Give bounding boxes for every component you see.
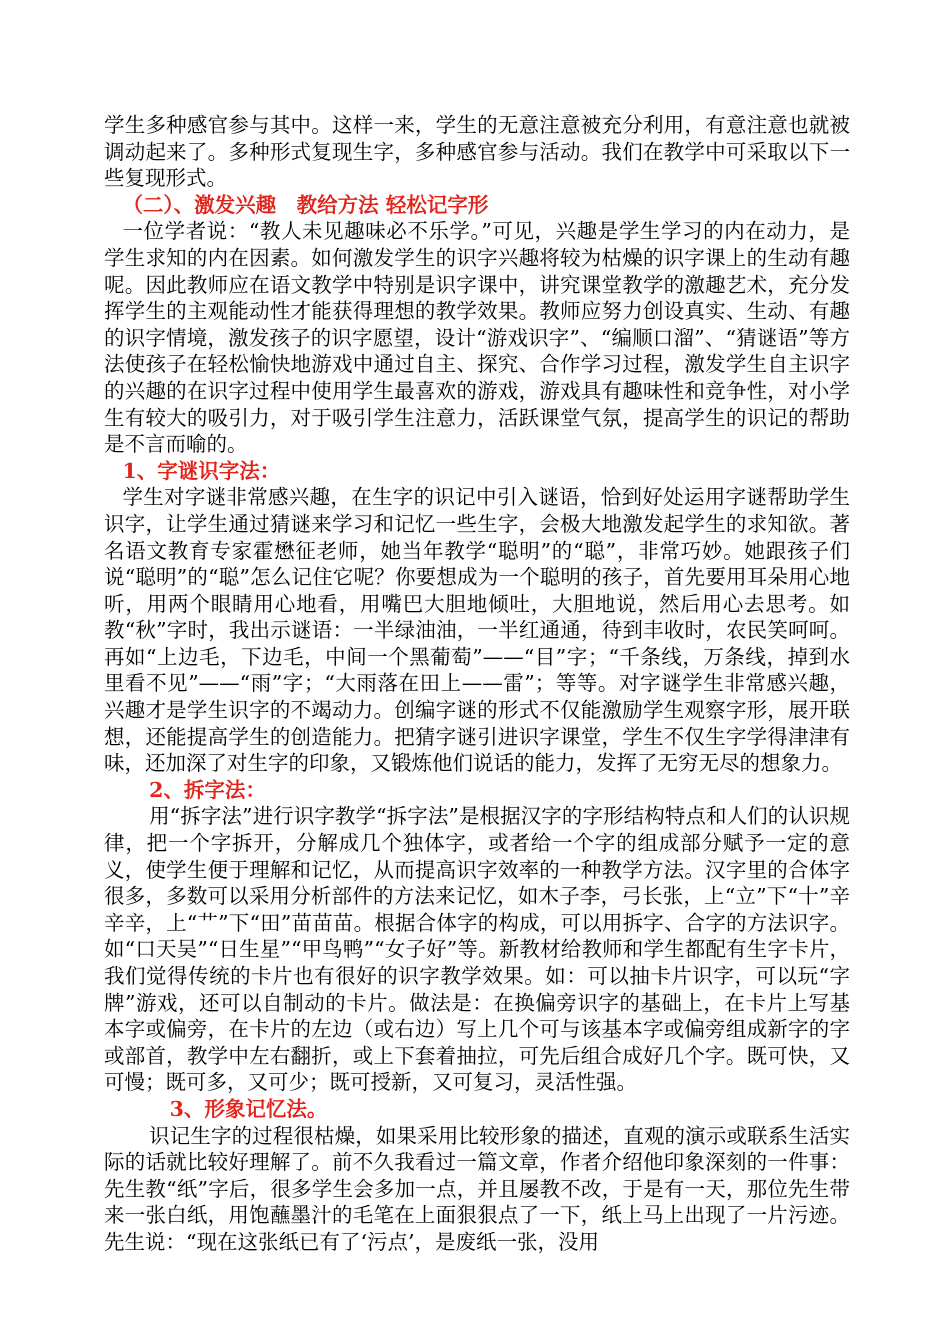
paragraph-interest: 一位学者说：“教人未见趣味必不乐学。”可见，兴趣是学生学习的内在动力，是学生求知的内在因素。如何激发学生的识字兴趣将较为枯燥的识字课上的生动有趣呢。因此教师应在语文教学中特别是识字课中，讲究课堂教学的激趣艺术，充分发挥学生的主观能动性才能获得理想的教学效果。教师应努力创设真实、生动、有趣的识字情境，激发孩子的识字愿望，设计“游戏识字”、“编顺口溜”、“猜谜语”等方法使孩子在轻松愉快地游戏中通过自主、探究、合作学习过程，激发学生自主识字的兴趣的在识字过程中使用学生最喜欢的游戏，游戏具有趣味性和竞争性，对小学生有较大的吸引力，对于吸引学生注意力，活跃课堂气氛，提高学生的识记的帮助是不言而喻的。 xyxy=(104,219,850,457)
subheading-split-method: 2、拆字法： xyxy=(149,777,266,802)
subheading-image-memory-method: 3、形象记忆法。 xyxy=(169,1096,328,1121)
paragraph-image-memory-method: 识记生字的过程很枯燥，如果采用比较形象的描述，直观的演示或联系生活实际的话就比较好理解了。前不久我看过一篇文章，作者介绍他印象深刻的一件事：先生教“纸”字后，很多学生会多加一点，并且屡教不改，于是有一天，那位先生带来一张白纸，用饱蘸墨汁的毛笔在上面狠狠点了一下，纸上马上出现了一片污迹。先生说：“现在这张纸已有了‘污点’，是废纸一张，没用 xyxy=(104,1123,850,1254)
paragraph-intro-continuation: 学生多种感官参与其中。这样一来，学生的无意注意被充分利用，有意注意也就被调动起来了。多种形式复现生字，多种感官参与活动。我们在教学中可采取以下一些复现形式。 xyxy=(104,113,850,191)
paragraph-split-method: 用“拆字法”进行识字教学“拆字法”是根据汉字的字形结构特点和人们的认识规律，把一个字拆开，分解成几个独体字，或者给一个字的组成部分赋予一定的意义，使学生便于理解和记忆，从而提高识字效率的一种教学方法。汉字里的合体字很多，多数可以采用分析部件的方法来记忆，如木子李，弓长张，上“立”下“十”辛辛辛，上“艹”下“田”苗苗苗。根据合体字的构成，可以用拆字、合字的方法识字。如“口天吴”“日生星”“甲鸟鸭”“女子好”等。新教材给教师和学生都配有生字卡片，我们觉得传统的卡片也有很好的识字教学效果。如：可以抽卡片识字，可以玩“字牌”游戏，还可以自制动的卡片。做法是：在换偏旁识字的基础上，在卡片上写基本字或偏旁，在卡片的左边（或右边）写上几个可与该基本字或偏旁组成新字的字或部首，教学中左右翻折，或上下套着抽拉，可先后组合成好几个字。既可快，又可慢；既可多，又可少；既可授新，又可复习，灵活性强。 xyxy=(104,804,850,1095)
section-heading-2: （二）、激发兴趣 教给方法 轻松记字形 xyxy=(122,192,489,217)
paragraph-riddle-method: 学生对字谜非常感兴趣，在生字的识记中引入谜语，恰到好处运用字谜帮助学生识字，让学生通过猜谜来学习和记忆一些生字，会极大地激发起学生的求知欲。著名语文教育专家霍懋征老师，她当年教学“聪明”的“聪”，非常巧妙。她跟孩子们说“聪明”的“聪”怎么记住它呢？你要想成为一个聪明的孩子，首先要用耳朵用心地听，用两个眼睛用心地看，用嘴巴大胆地倾吐，大胆地说，然后用心去思考。如教“秋”字时，我出示谜语：一半绿油油，一半红通通，待到丰收时，农民笑呵呵。再如“上边毛，下边毛，中间一个黑葡萄”——“目”字；“千条线，万条线，掉到水里看不见”——“雨”字；“大雨落在田上——雷”；等等。对字谜学生非常感兴趣，兴趣才是学生识字的不竭动力。创编字谜的形式不仅能激励学生观察字形，展开联想，还能提高学生的创造能力。把猜字谜引进识字课堂，学生不仅生字学得津津有味，还加深了对生字的印象，又锻炼他们说话的能力，发挥了无穷无尽的想象力。 xyxy=(104,485,850,776)
document-body xyxy=(104,112,850,1256)
subheading-riddle-method: 1、字谜识字法： xyxy=(122,458,281,483)
